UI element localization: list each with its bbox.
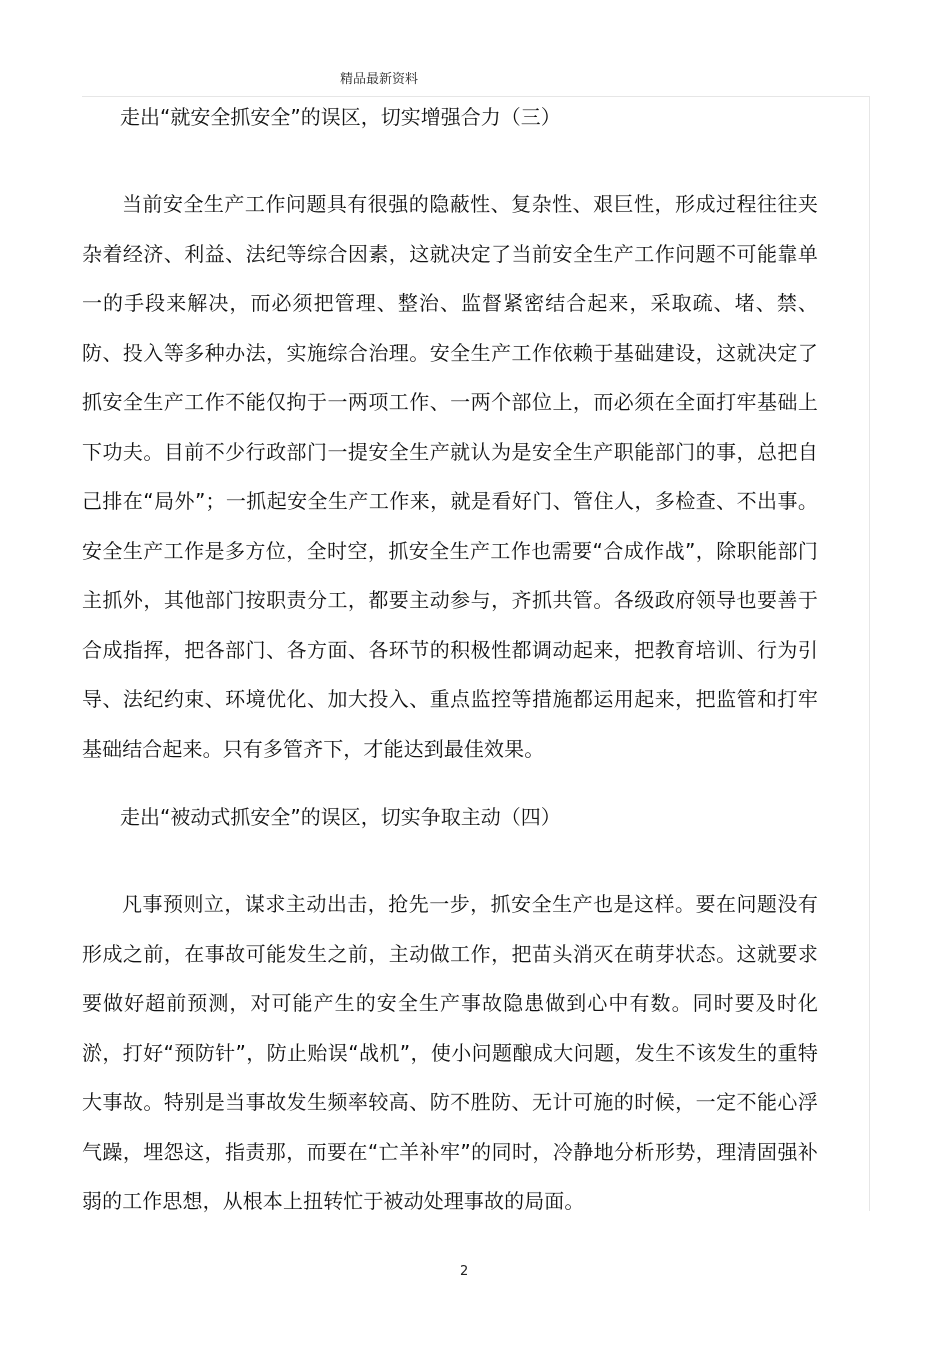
spacer xyxy=(82,138,818,180)
margin-rule xyxy=(869,96,870,1211)
spacer xyxy=(82,774,818,796)
running-header: 精品最新资料 xyxy=(340,72,419,87)
section-heading-three: 走出“就安全抓安全”的误区，切实增强合力（三） xyxy=(120,105,561,129)
spacer xyxy=(82,838,818,880)
section-paragraph-three: 当前安全生产工作问题具有很强的隐蔽性、复杂性、艰巨性，形成过程往往夹杂着经济、利益、法纪等综合因素，这就决定了当前安全生产工作问题不可能靠单一的手段来解决，而必须把管理、整治、监督紧密结合起来，采取疏、堵、禁、防、投入等多种办法，实施综合治理。安全生产工作依赖于基础建设，这就决定了抓安全生产工作不能仅拘于一两项工作、一两个部位上，而必须在全面打牢基础上下功夫。目前不少行政部门一提安全生产就认为是安全生产职能部门的事，总把自己排在“局外”；一抓起安全生产工作来，就是看好门、管住人，多检查、不出事。安全生产工作是多方位，全时空，抓安全生产工作也需要“合成作战”，除职能部门主抓外，其他部门按职责分工，都要主动参与，齐抓共管。各级政府领导也要善于合成指挥，把各部门、各方面、各环节的积极性都调动起来，把教育培训、行为引导、法纪约束、环境优化、加大投入、重点监控等措施都运用起来，把监管和打牢基础结合起来。只有多管齐下，才能达到最佳效果。 xyxy=(82,192,818,761)
section-paragraph-four: 凡事预则立，谋求主动出击，抢先一步，抓安全生产也是这样。要在问题没有形成之前，在事故可能发生之前，主动做工作，把苗头消灭在萌芽状态。这就要求要做好超前预测，对可能产生的安全生产事故隐患做到心中有数。同时要及时化淤，打好“预防针”，防止贻误“战机”，使小问题酿成大问题，发生不该发生的重特大事故。特别是当事故发生频率较高、防不胜防、无计可施的时候，一定不能心浮气躁，埋怨这，指责那，而要在“亡羊补牢”的同时，冷静地分析形势，理清固强补弱的工作思想，从根本上扭转忙于被动处理事故的局面。 xyxy=(82,892,818,1213)
section-heading-four: 走出“被动式抓安全”的误区，切实争取主动（四） xyxy=(120,805,561,829)
document-body xyxy=(82,96,818,1227)
page-number: 2 xyxy=(460,1264,469,1279)
